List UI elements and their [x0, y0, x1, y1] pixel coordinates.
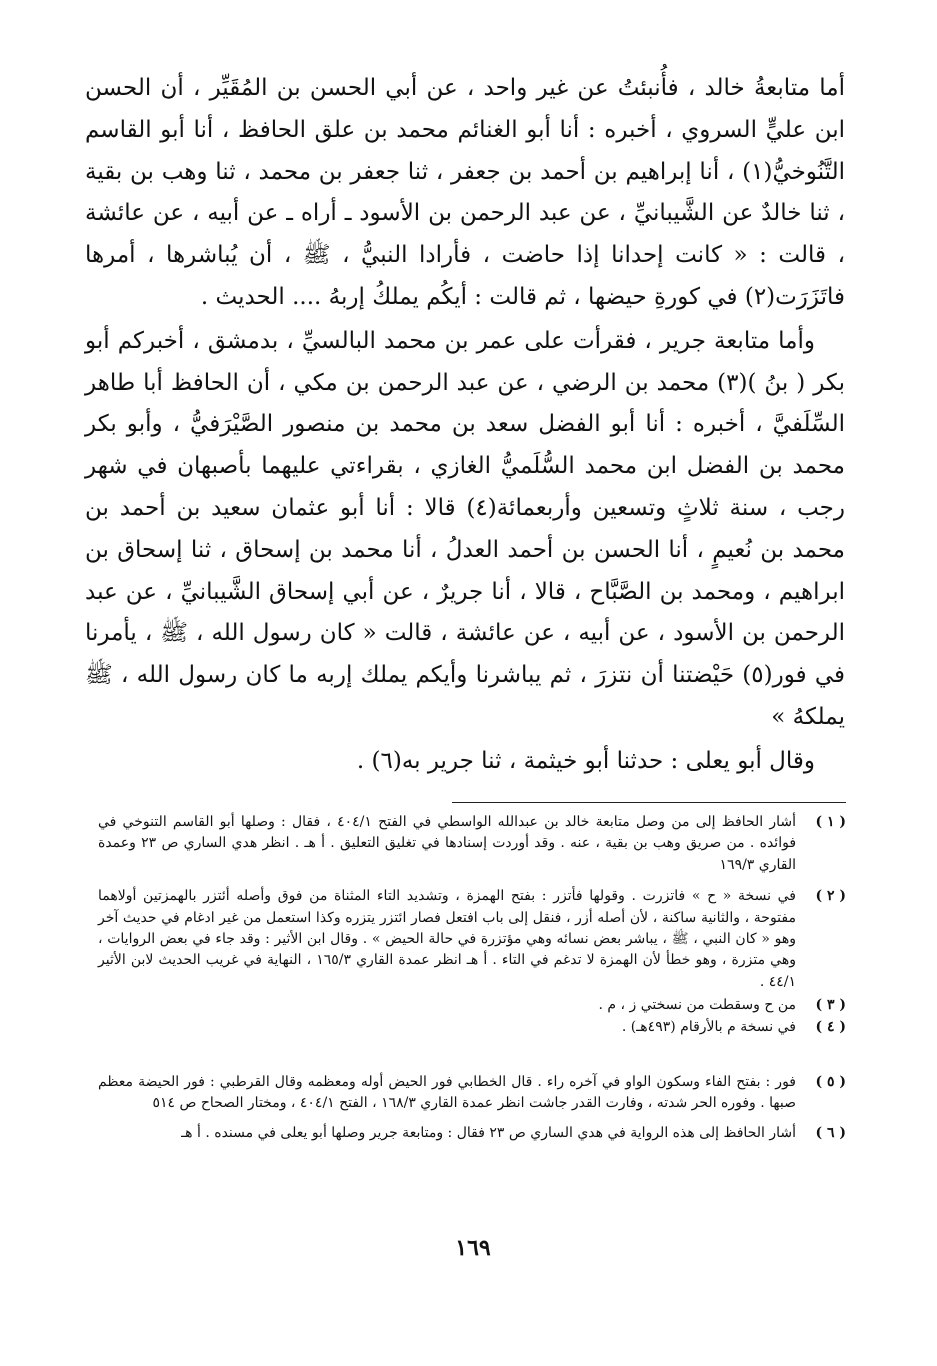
page-number: ١٦٩: [455, 1235, 491, 1261]
footnotes: [98, 812, 846, 1144]
footnote-number: ( ٣ ): [815, 997, 846, 1014]
footnote-text: فور : بفتح الفاء وسكون الواو في آخره راء . قال الخطابي فور الحيض أوله ومعظمه وقال القرطبي : فور الحيضة معظم صبها . وفوره الحر شدته ، وفارت القدر جاشت انظر عمدة القاري ١٦٨/٣ ، الفتح ٤٠٤/١ ، ومختار الصحاح ص ٥١٤: [98, 1074, 796, 1112]
footnote-text: أشار الحافظ إلى هذه الرواية في هدي الساري ص ٢٣ فقال : ومتابعة جرير وصلها أبو يعلى في مسنده . أ هـ: [181, 1124, 796, 1141]
paragraph: أما متابعةُ خالد ، فأُنبئتُ عن غير واحد ، عن أبي الحسن بن المُقَيِّر ، أن الحسن ابن عليٍّ السروي ، أخبره : أنا أبو الغنائم محمد بن علق الحافظ ، أنا أبو القاسم التَّنُوخيُّ(١) ، أنا إبراهيم بن أحمد بن جعفر ، ثنا جعفر بن محمد ، ثنا وهب بن بقية ، ثنا خالدٌ عن الشَّيبانيِّ ، عن عبد الرحمن بن الأسود ـ أراه ـ عن أبيه ، عن عائشة ، قالت : « كانت إحدانا إذا حاضت ، فأرادا النبيُّ ، ﷺ ، أن يُباشرها ، أمرها فاتَزَرَت(٢) في كورةِ حيضها ، ثم قالت : أيكُم يملكُ إربهُ .... الحديث .: [85, 75, 845, 310]
footnote-number: ( ٥ ): [815, 1074, 846, 1091]
footnote: [98, 812, 846, 876]
footnote-text: من ح وسقطت من نسختي ز ، م .: [598, 997, 796, 1014]
footnote: [98, 1072, 846, 1115]
footnote: [98, 1123, 846, 1144]
footnote-divider: [452, 802, 846, 803]
footnote-text: أشار الحافظ إلى من وصل متابعة خالد بن عبدالله الواسطي في الفتح ٤٠٤/١ ، فقال : وصلها أبو القاسم التنوخي في فوائده . من صريق وهب بن بقية ، عنه . وقد أوردت إسنادها في تغليق التعليق . أ هـ . انظر هدي الساري ص ٢٣ وعمدة القاري ١٦٩/٣: [98, 814, 797, 873]
main-text: [85, 68, 845, 783]
paragraph: وأما متابعة جرير ، فقرأت على عمر بن محمد البالسيِّ ، بدمشق ، أخبركم أبو بكر ( بنُ )(٣) محمد بن الرضي ، عن عبد الرحمن بن مكي ، أن الحافظ أبا طاهر السِّلَفيَّ ، أخبره : أنا أبو الفضل سعد بن محمد بن منصور الصَّيْرَفيُّ ، وأبو بكر محمد بن الفضل ابن محمد السُّلَميُّ الغازي ، بقراءتي عليهما بأصبهان في شهر رجب ، سنة ثلاثٍ وتسعين وأربعمائة(٤) قالا : أنا أبو عثمان سعيد بن أحمد بن محمد بن نُعيمٍ ، أنا الحسن بن أحمد العدلُ ، أنا محمد بن إسحاق ، ثنا إسحاق بن ابراهيم ، ومحمد بن الصَّبَّاح ، قالا ، أنا جريرٌ ، عن أبي إسحاق الشَّيبانيِّ ، عن عبد الرحمن بن الأسود ، عن أبيه ، عن عائشة ، قالت « كان رسول الله ، ﷺ ، يأمرنا في فور(٥) حَيْضتنا أن نتزرَ ، ثم يباشرنا وأيكم يملك إربه ما كان رسول الله ، ﷺ يملكهُ »: [85, 327, 845, 730]
footnote: [98, 1017, 846, 1038]
footnote-number: ( ٤ ): [815, 1018, 846, 1035]
footnote: [98, 886, 846, 993]
footnote-text: في نسخة م بالأرقام (٤٩٣هـ) .: [621, 1018, 796, 1035]
footnote-number: ( ٦ ): [815, 1124, 846, 1141]
footnote-number: ( ٢ ): [815, 888, 846, 905]
footnote-number: ( ١ ): [815, 814, 846, 830]
footnote-text: في نسخة « ح » فاتزرت . وقولها فأتزر : بفتح الهمزة ، وتشديد التاء المثناة من فوق وأصله أئتزر بالهمزتين أولاهما مفتوحة ، والثانية ساكنة ، لأن أصله أزر ، فنقل إلى باب افتعل فصار ائتزر يتزره وكذا استعمل من غير ادغام في حديث آخر وهو « كان النبي ، ﷺ ، يباشر بعض نسائه وهي مؤتزرة في حالة الحيض » . وقال ابن الأثير : وقد جاء في بعض الروايات ، وهي متزرة ، وهو خطأ لأن الهمزة لا تدغم في التاء . أ هـ انظر عمدة القاري ١٦٥/٣ ، النهاية في غريب الحديث لابن الأثير ٤٤/١ .: [98, 888, 796, 990]
footnote: [98, 995, 846, 1016]
paragraph: وقال أبو يعلى : حدثنا أبو خيثمة ، ثنا جرير به(٦) .: [356, 747, 815, 774]
